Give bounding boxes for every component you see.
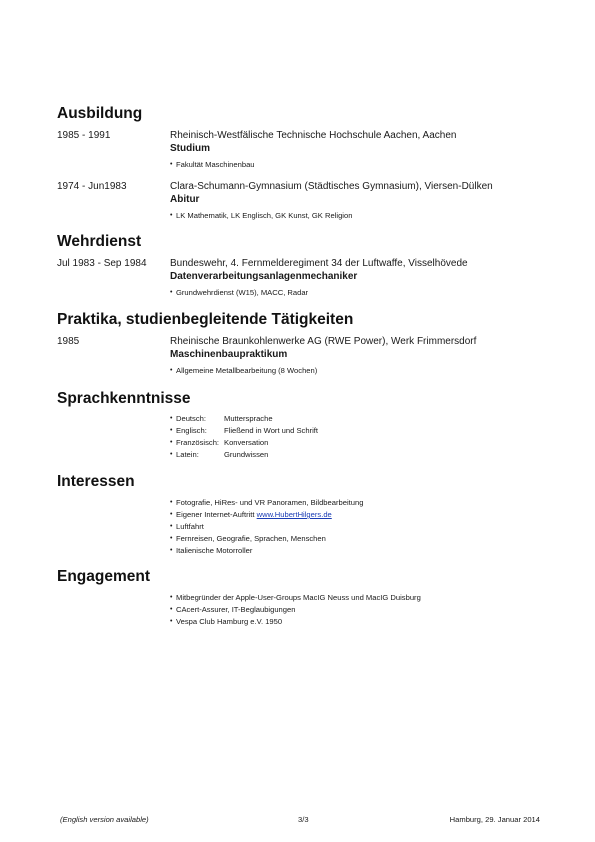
- section-title-ausbildung: Ausbildung: [57, 105, 143, 122]
- language-name: Französisch:: [176, 438, 220, 447]
- footer-english-note: (English version available): [60, 815, 149, 824]
- entry-body: [170, 129, 557, 171]
- entry-date: Jul 1983 - Sep 1984: [57, 258, 147, 269]
- engagement-item: • Mitbegründer der Apple-User-Groups MacIG Neuss und MacIG Duisburg: [170, 592, 557, 604]
- service-entry: [57, 257, 557, 299]
- entry-institution: Rheinisch-Westfälische Technische Hochschule Aachen, Aachen: [170, 130, 457, 141]
- entry-bullets: [170, 365, 557, 377]
- interest-item: • Fernreisen, Geografie, Sprachen, Menschen: [170, 533, 557, 545]
- footer-page-number: 3/3: [298, 815, 309, 824]
- bullet-item: • Allgemeine Metallbearbeitung (8 Wochen): [170, 365, 557, 377]
- language-name: Deutsch:: [176, 414, 206, 423]
- language-name: Englisch:: [176, 426, 207, 435]
- education-entry: [57, 180, 557, 222]
- entry-degree: Datenverarbeitungsanlagenmechaniker: [170, 271, 358, 282]
- interests-list: [170, 497, 557, 557]
- language-item: [170, 425, 557, 437]
- engagement-item: • CAcert-Assurer, IT-Beglaubigungen: [170, 604, 557, 616]
- section-title-interessen: Interessen: [57, 473, 135, 490]
- interest-text: Eigener Internet-Auftritt: [176, 510, 255, 519]
- language-name: Latein:: [176, 450, 199, 459]
- entry-body: [170, 335, 557, 377]
- entry-degree: Maschinenbaupraktikum: [170, 349, 288, 360]
- entry-institution: Rheinische Braunkohlenwerke AG (RWE Power), Werk Frimmersdorf: [170, 336, 477, 347]
- section-title-praktika: Praktika, studienbegleitende Tätigkeiten: [57, 311, 354, 328]
- entry-institution: Clara-Schumann-Gymnasium (Städtisches Gymnasium), Viersen-Dülken: [170, 181, 493, 192]
- section-wehrdienst: [57, 233, 557, 299]
- entry-body: [170, 180, 557, 222]
- entry-body: [170, 257, 557, 299]
- entry-degree: Abitur: [170, 194, 200, 205]
- education-entry: [57, 129, 557, 171]
- website-link[interactable]: www.HubertHilgers.de: [256, 510, 332, 519]
- section-title-wehrdienst: Wehrdienst: [57, 233, 142, 250]
- section-engagement: [57, 568, 557, 628]
- language-item: [170, 449, 557, 461]
- bullet-item: • Grundwehrdienst (W15), MACC, Radar: [170, 287, 557, 299]
- language-item: [170, 437, 557, 449]
- entry-date: 1985: [57, 336, 80, 347]
- language-level: Muttersprache: [224, 414, 273, 423]
- footer-date: Hamburg, 29. Januar 2014: [449, 815, 540, 824]
- entry-institution: Bundeswehr, 4. Fernmelderegiment 34 der Luftwaffe, Visselhövede: [170, 258, 468, 269]
- bullet-item: • LK Mathematik, LK Englisch, GK Kunst, GK Religion: [170, 210, 557, 222]
- entry-date: 1974 - Jun1983: [57, 181, 127, 192]
- language-level: Konversation: [224, 438, 269, 447]
- interest-item: • Luftfahrt: [170, 521, 557, 533]
- section-title-engagement: Engagement: [57, 568, 151, 585]
- language-level: Fließend in Wort und Schrift: [224, 426, 318, 435]
- internship-entry: [57, 335, 557, 377]
- entry-date: 1985 - 1991: [57, 130, 111, 141]
- section-title-sprachkenntnisse: Sprachkenntnisse: [57, 390, 191, 407]
- language-item: [170, 413, 557, 425]
- section-ausbildung: [57, 105, 557, 222]
- interest-item: • Italienische Motorroller: [170, 545, 557, 557]
- bullet-item: • Fakultät Maschinenbau: [170, 159, 557, 171]
- engagement-item: • Vespa Club Hamburg e.V. 1950: [170, 616, 557, 628]
- language-list: [170, 413, 557, 461]
- language-level: Grundwissen: [224, 450, 269, 459]
- entry-bullets: [170, 287, 557, 299]
- engagement-list: [170, 592, 557, 628]
- interest-item: [170, 509, 557, 521]
- entry-bullets: [170, 159, 557, 171]
- interest-item: • Fotografie, HiRes- und VR Panoramen, Bildbearbeitung: [170, 497, 557, 509]
- page-footer: [60, 814, 540, 826]
- section-interessen: [57, 473, 557, 557]
- section-praktika: [57, 311, 557, 377]
- entry-bullets: [170, 210, 557, 222]
- section-sprachkenntnisse: [57, 390, 557, 461]
- entry-degree: Studium: [170, 143, 210, 154]
